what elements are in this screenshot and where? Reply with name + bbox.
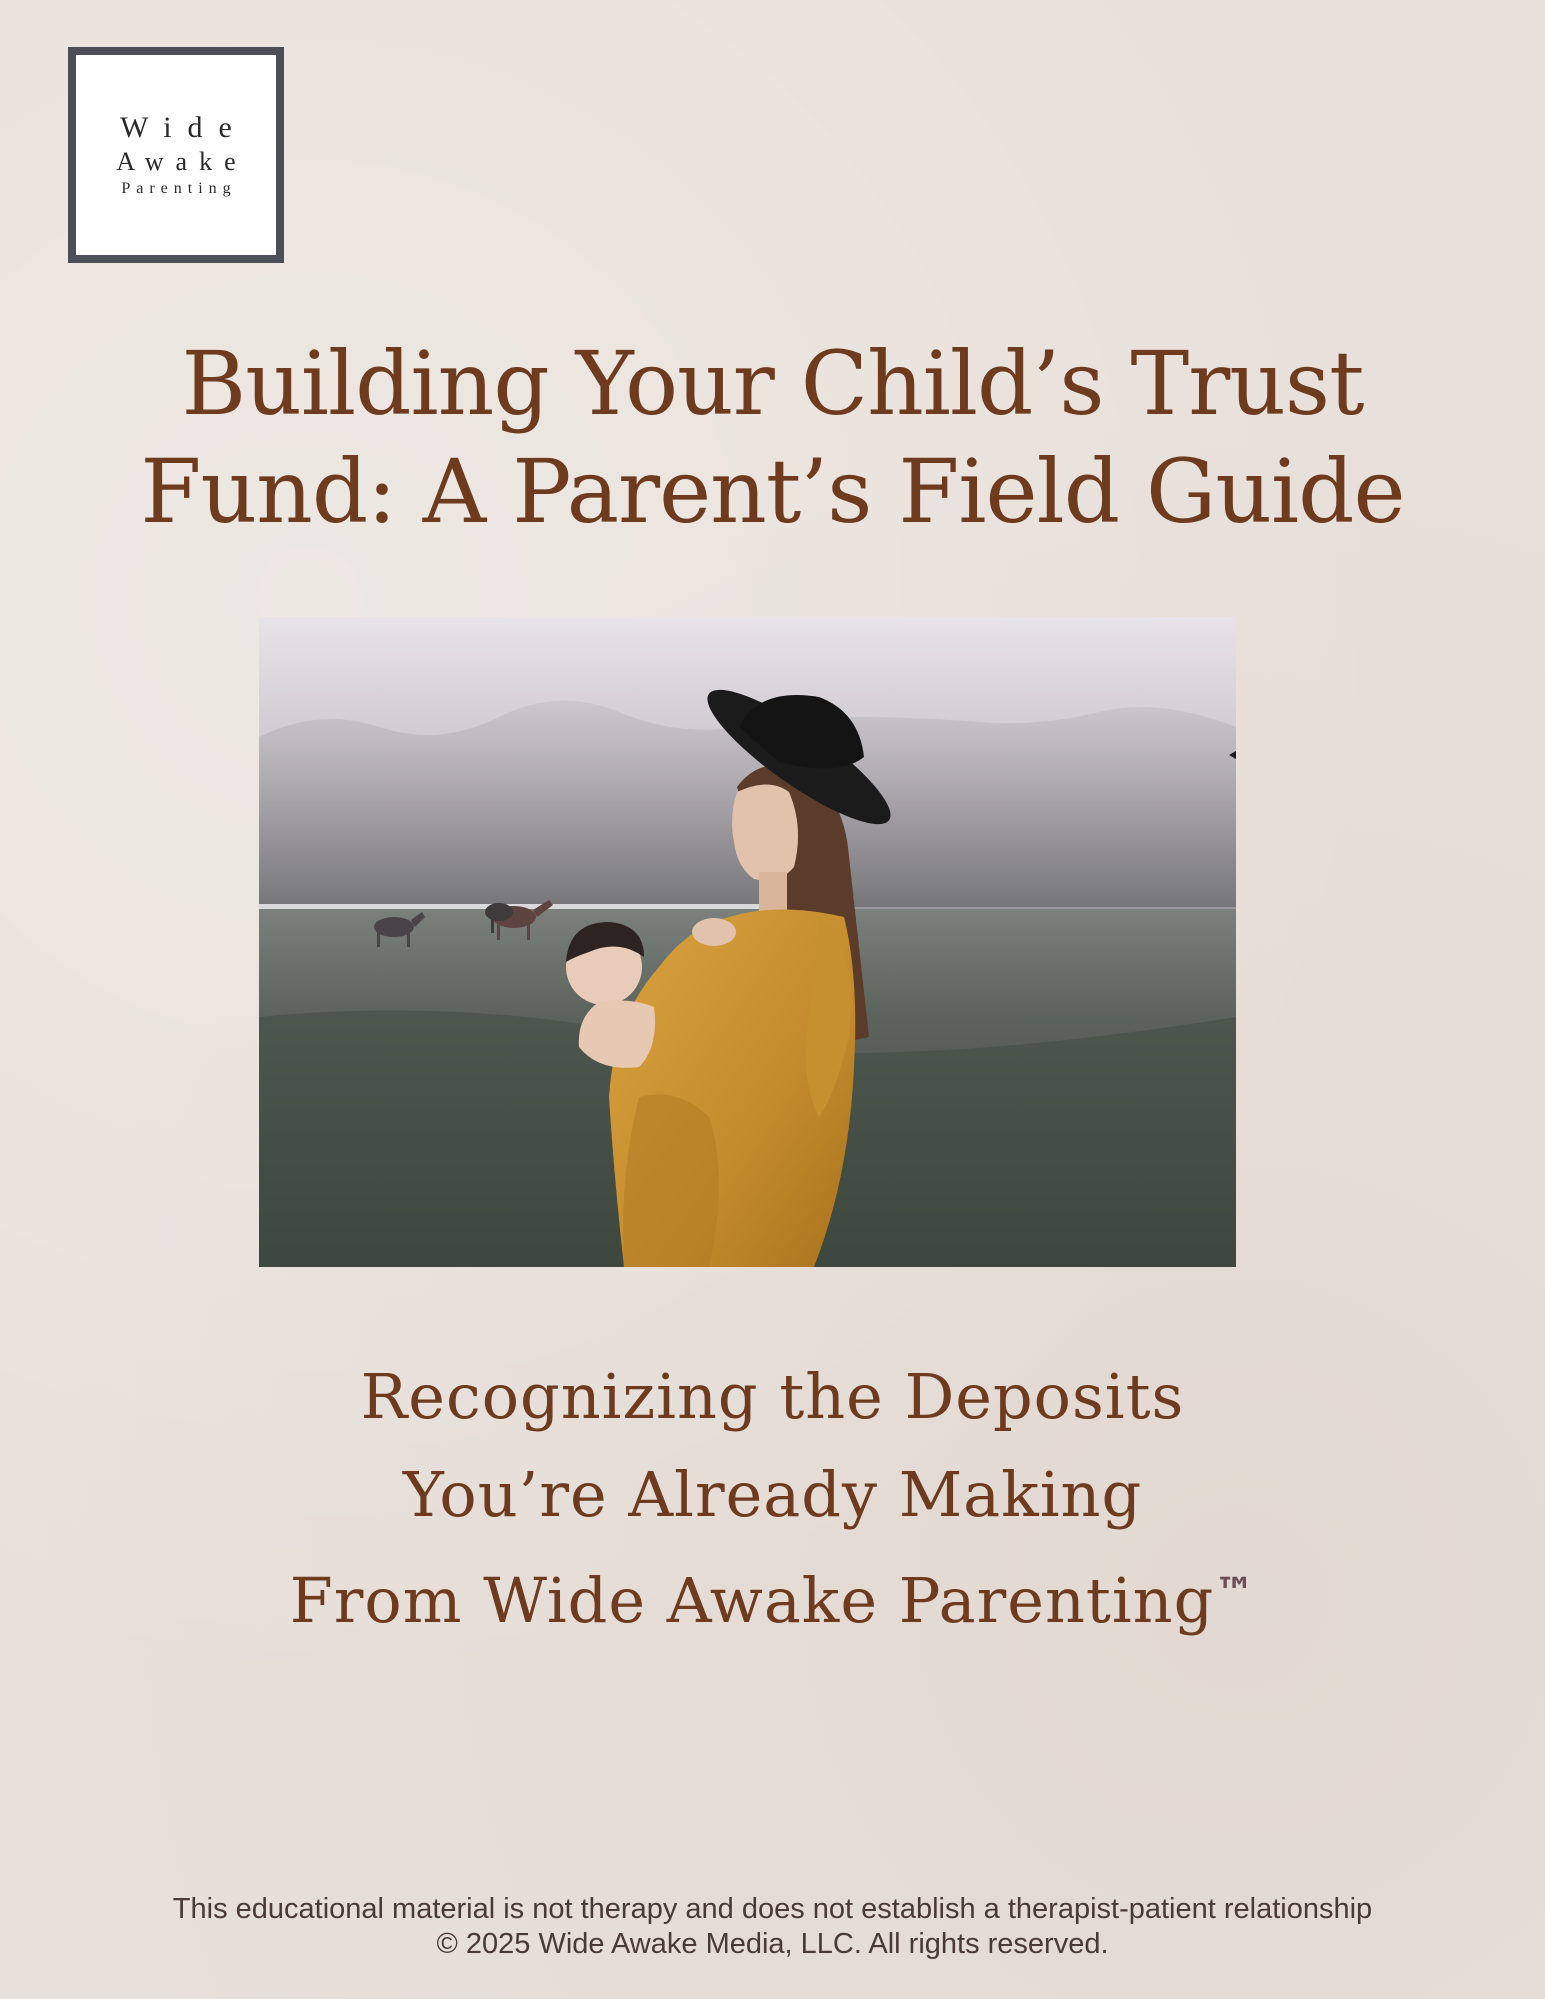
logo-word-wide: Wide (120, 111, 248, 144)
mother-holding-baby-photo (259, 617, 1236, 1267)
document-subtitle (0, 1348, 1545, 1650)
title-line-2: Fund: A Parent’s Field Guide (140, 440, 1405, 543)
footer (0, 1892, 1545, 1962)
subtitle-brand-text: From Wide Awake Parenting (289, 1564, 1215, 1637)
document-title (0, 330, 1545, 546)
title-line-1: Building Your Child’s Trust (181, 332, 1364, 435)
logo-word-parenting: Parenting (121, 180, 237, 197)
copyright-text: © 2025 Wide Awake Media, LLC. All rights reserved. (436, 1928, 1109, 1960)
logo-word-awake: Awake (116, 147, 248, 176)
brand-logo (68, 47, 284, 263)
trademark-symbol: ™ (1214, 1570, 1256, 1616)
subtitle-line-2: You’re Already Making (402, 1458, 1143, 1531)
disclaimer-text: This educational material is not therapy and does not establish a therapist-patient relationship (172, 1893, 1373, 1925)
subtitle-line-3 (0, 1544, 1545, 1650)
subtitle-line-1: Recognizing the Deposits (360, 1360, 1185, 1433)
cover-photo (259, 617, 1236, 1267)
